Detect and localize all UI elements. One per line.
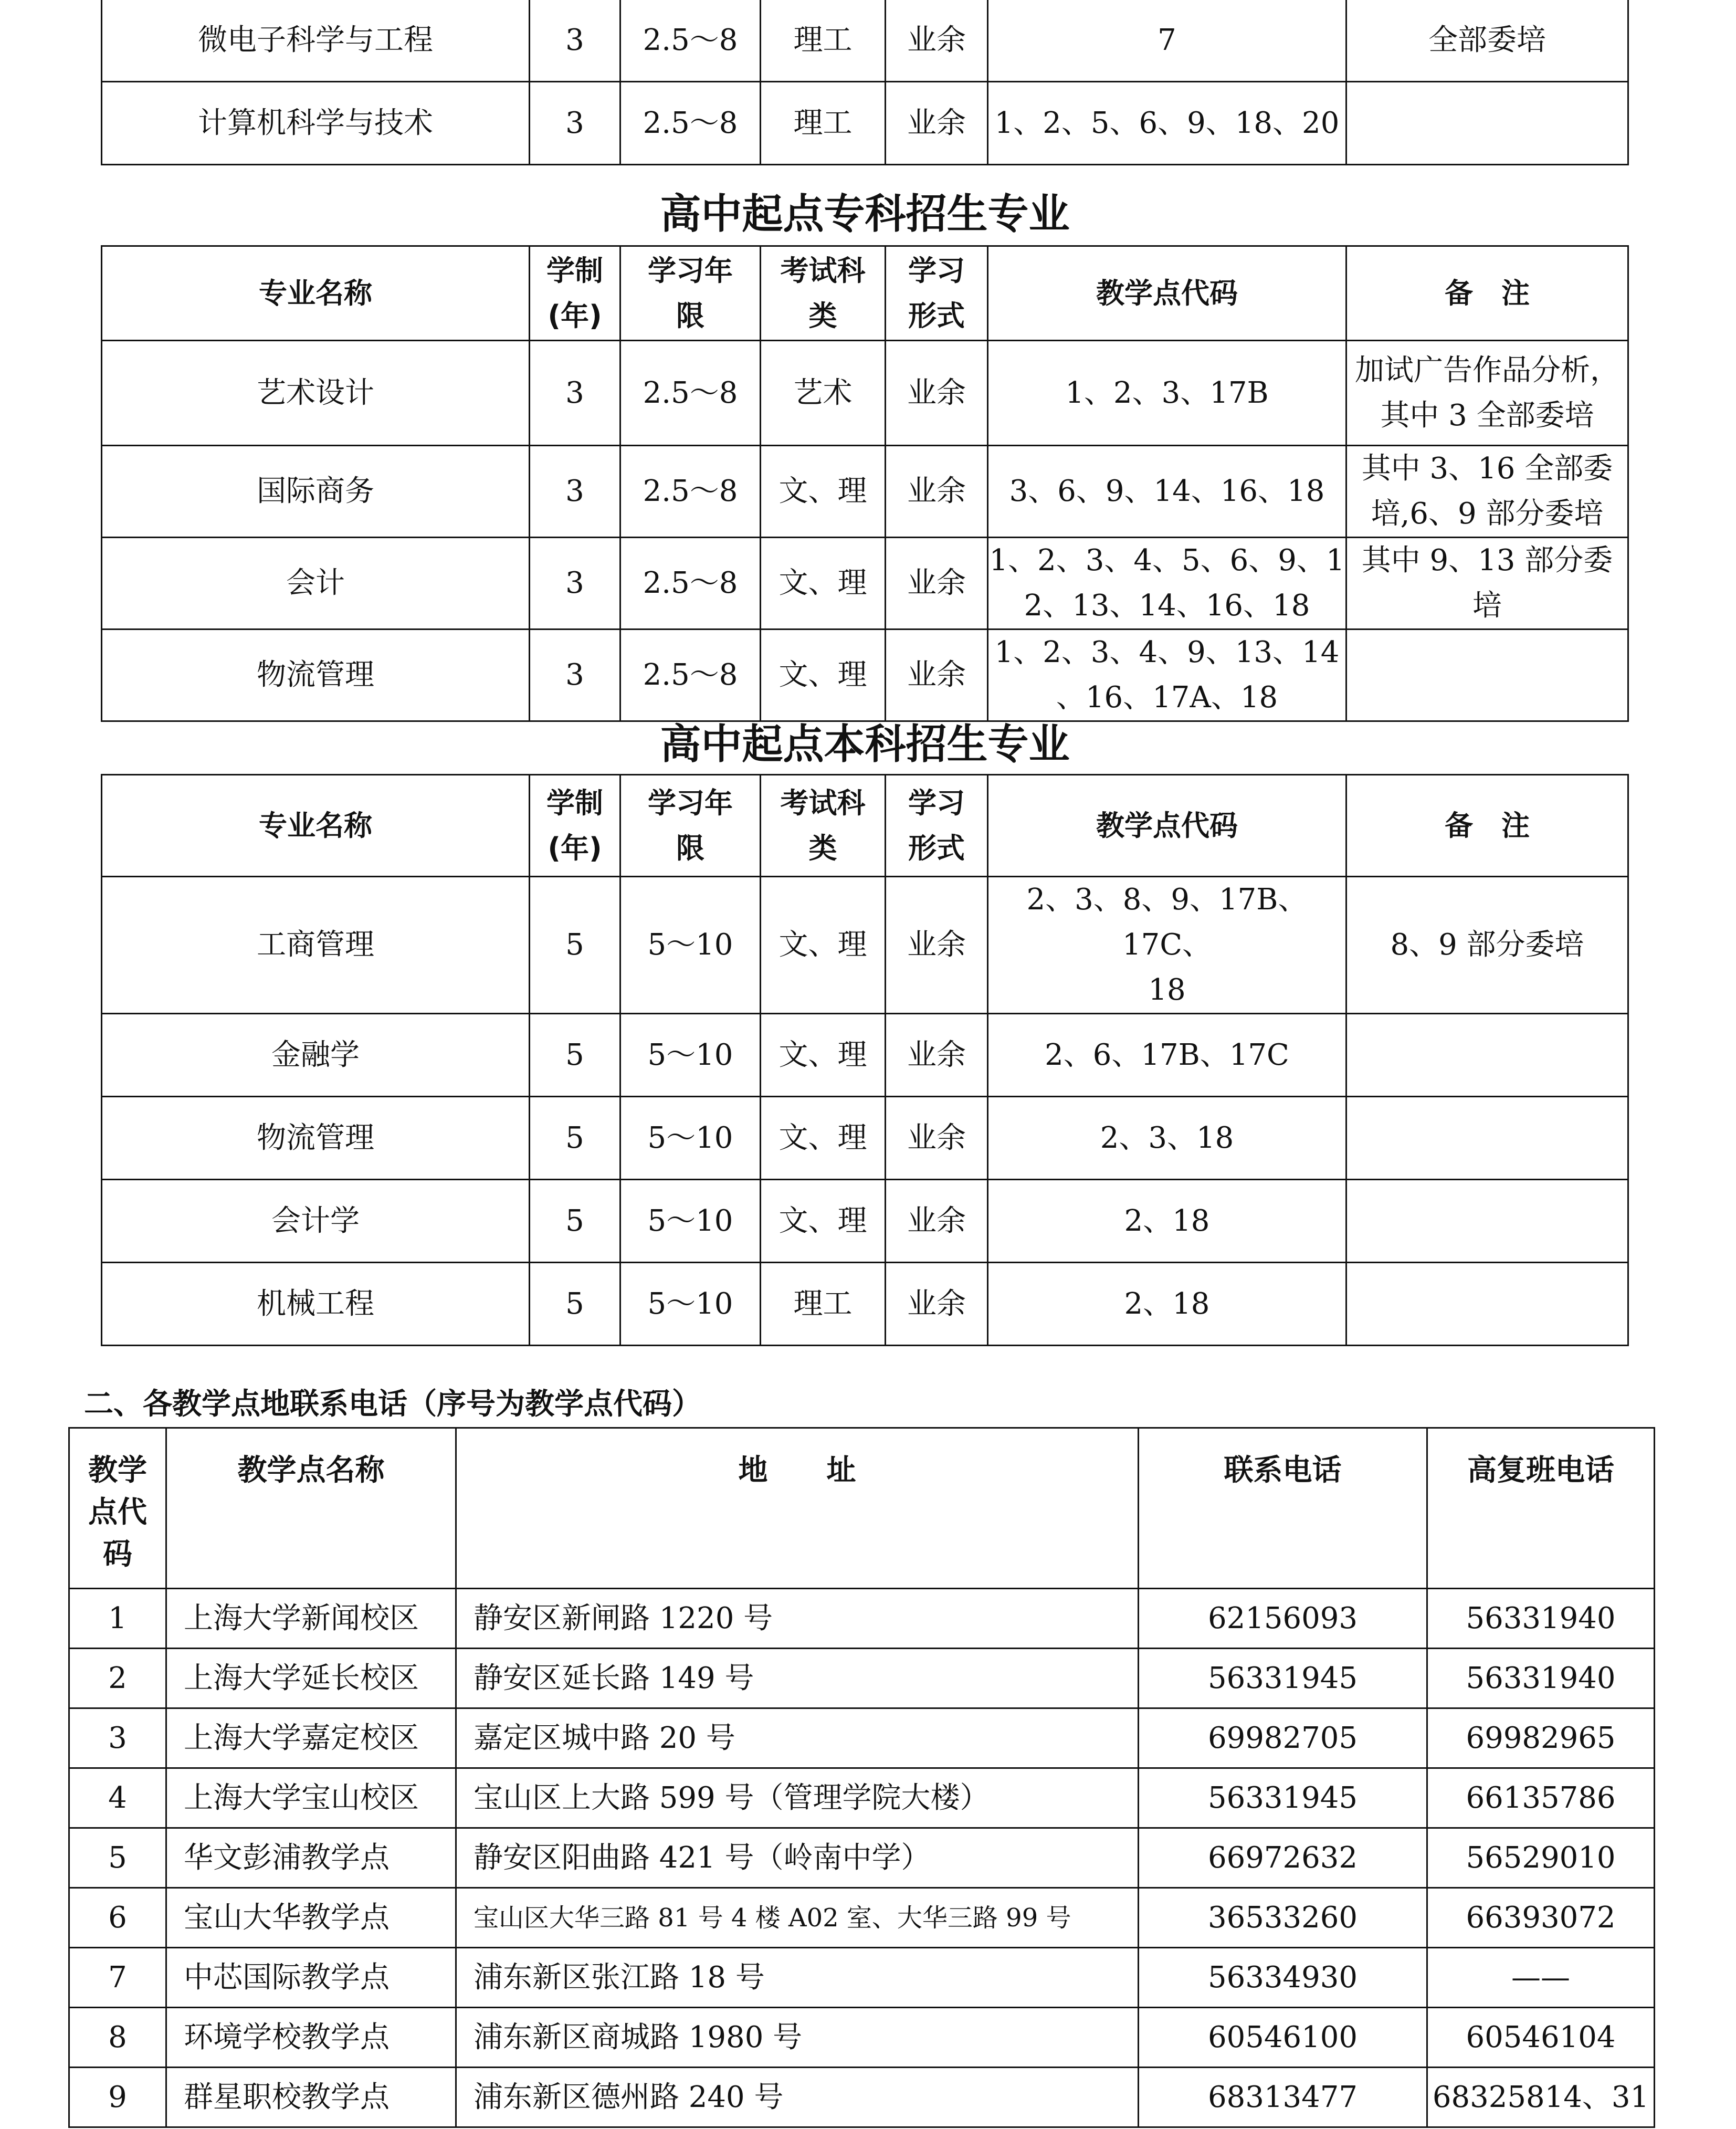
exam-category: 文、理 — [761, 538, 886, 630]
study-mode: 业余 — [886, 446, 988, 538]
major-name: 物流管理 — [102, 1097, 530, 1180]
site-name: 上海大学嘉定校区 — [166, 1708, 456, 1768]
site-address: 宝山区大华三路 81 号 4 楼 A02 室、大华三路 99 号 — [456, 1888, 1139, 1948]
table-row — [102, 1263, 1628, 1346]
study-term: 2.5～8 — [620, 446, 761, 538]
exam-category: 理工 — [761, 82, 886, 165]
major-name: 会计学 — [102, 1180, 530, 1263]
study-mode: 业余 — [886, 630, 988, 721]
site-phone: 36533260 — [1139, 1888, 1427, 1948]
site-prep-phone: 56331940 — [1427, 1589, 1655, 1649]
table-header-row — [102, 246, 1628, 341]
site-name: 上海大学新闻校区 — [166, 1589, 456, 1649]
exam-category: 文、理 — [761, 630, 886, 721]
site-prep-phone: 66393072 — [1427, 1888, 1655, 1948]
header-study-term: 学习年 限 — [620, 246, 761, 341]
header-address: 地 址 — [456, 1428, 1139, 1589]
table-header-row — [69, 1428, 1655, 1589]
header-major-name: 专业名称 — [102, 775, 530, 877]
site-address: 静安区阳曲路 421 号（岭南中学） — [456, 1828, 1139, 1888]
site-code: 7 — [69, 1948, 166, 2008]
duration-years: 3 — [530, 82, 620, 165]
major-name: 工商管理 — [102, 877, 530, 1014]
major-name: 计算机科学与技术 — [102, 82, 530, 165]
site-address: 浦东新区张江路 18 号 — [456, 1948, 1139, 2008]
exam-category: 文、理 — [761, 1014, 886, 1097]
remarks — [1346, 1180, 1628, 1263]
site-address: 宝山区上大路 599 号（管理学院大楼） — [456, 1768, 1139, 1828]
study-mode: 业余 — [886, 1263, 988, 1346]
major-name: 金融学 — [102, 1014, 530, 1097]
table-row — [69, 1768, 1655, 1828]
header-prep-phone: 高复班电话 — [1427, 1428, 1655, 1589]
top-program-table — [101, 0, 1629, 165]
site-phone: 69982705 — [1139, 1708, 1427, 1768]
header-remarks: 备 注 — [1346, 246, 1628, 341]
duration-years: 3 — [530, 0, 620, 82]
site-phone: 60546100 — [1139, 2008, 1427, 2068]
contacts-table — [68, 1427, 1655, 2128]
site-codes: 1、2、3、4、5、6、9、1 2、13、14、16、18 — [988, 538, 1346, 630]
site-codes: 2、6、17B、17C — [988, 1014, 1346, 1097]
site-codes: 1、2、3、4、9、13、14 、16、17A、18 — [988, 630, 1346, 721]
site-name: 中芯国际教学点 — [166, 1948, 456, 2008]
duration-years: 5 — [530, 877, 620, 1014]
zhuanke-program-table — [101, 245, 1629, 722]
major-name: 微电子科学与工程 — [102, 0, 530, 82]
study-term: 5～10 — [620, 1180, 761, 1263]
site-prep-phone: 56331940 — [1427, 1649, 1655, 1708]
site-codes: 2、18 — [988, 1180, 1346, 1263]
section-title-benke: 高中起点本科招生专业 — [660, 721, 1070, 768]
header-site-codes: 教学点代码 — [988, 246, 1346, 341]
header-site-code: 教学 点代 码 — [69, 1428, 166, 1589]
table-row — [102, 446, 1628, 538]
table-row — [69, 1828, 1655, 1888]
study-term: 5～10 — [620, 1097, 761, 1180]
site-name: 上海大学延长校区 — [166, 1649, 456, 1708]
site-phone: 62156093 — [1139, 1589, 1427, 1649]
major-name: 机械工程 — [102, 1263, 530, 1346]
site-code: 4 — [69, 1768, 166, 1828]
study-term: 2.5～8 — [620, 82, 761, 165]
study-mode: 业余 — [886, 538, 988, 630]
remarks — [1346, 630, 1628, 721]
remarks: 8、9 部分委培 — [1346, 877, 1628, 1014]
site-name: 环境学校教学点 — [166, 2008, 456, 2068]
remarks: 其中 3、16 全部委 培,6、9 部分委培 — [1346, 446, 1628, 538]
site-code: 6 — [69, 1888, 166, 1948]
site-address: 浦东新区德州路 240 号 — [456, 2068, 1139, 2127]
site-code: 3 — [69, 1708, 166, 1768]
study-term: 2.5～8 — [620, 538, 761, 630]
duration-years: 5 — [530, 1180, 620, 1263]
site-prep-phone: 56529010 — [1427, 1828, 1655, 1888]
contacts-section-title: 二、各教学点地联系电话（序号为教学点代码） — [84, 1387, 701, 1421]
header-study-mode: 学习 形式 — [886, 246, 988, 341]
study-mode: 业余 — [886, 877, 988, 1014]
exam-category: 文、理 — [761, 1180, 886, 1263]
exam-category: 艺术 — [761, 341, 886, 446]
remarks — [1346, 82, 1628, 165]
study-mode: 业余 — [886, 341, 988, 446]
study-mode: 业余 — [886, 1097, 988, 1180]
header-exam-category: 考试科 类 — [761, 775, 886, 877]
site-phone: 56334930 — [1139, 1948, 1427, 2008]
exam-category: 理工 — [761, 1263, 886, 1346]
duration-years: 3 — [530, 341, 620, 446]
major-name: 国际商务 — [102, 446, 530, 538]
header-major-name: 专业名称 — [102, 246, 530, 341]
duration-years: 5 — [530, 1014, 620, 1097]
header-site-name: 教学点名称 — [166, 1428, 456, 1589]
site-name: 群星职校教学点 — [166, 2068, 456, 2127]
benke-program-table — [101, 774, 1629, 1346]
remarks — [1346, 1014, 1628, 1097]
site-codes: 7 — [988, 0, 1346, 82]
site-name: 华文彭浦教学点 — [166, 1828, 456, 1888]
header-duration: 学制 (年) — [530, 246, 620, 341]
major-name: 艺术设计 — [102, 341, 530, 446]
remarks: 加试广告作品分析， 其中 3 全部委培 — [1346, 341, 1628, 446]
exam-category: 文、理 — [761, 877, 886, 1014]
header-exam-category: 考试科 类 — [761, 246, 886, 341]
site-phone: 56331945 — [1139, 1649, 1427, 1708]
table-row — [69, 2068, 1655, 2127]
table-row — [102, 1180, 1628, 1263]
study-term: 2.5～8 — [620, 341, 761, 446]
table-row — [102, 0, 1628, 82]
site-address: 静安区延长路 149 号 — [456, 1649, 1139, 1708]
header-site-codes: 教学点代码 — [988, 775, 1346, 877]
study-term: 5～10 — [620, 1014, 761, 1097]
table-row — [69, 1708, 1655, 1768]
table-row — [69, 2008, 1655, 2068]
remarks — [1346, 1263, 1628, 1346]
site-codes: 1、2、3、17B — [988, 341, 1346, 446]
table-row — [69, 1888, 1655, 1948]
exam-category: 文、理 — [761, 1097, 886, 1180]
site-code: 9 — [69, 2068, 166, 2127]
header-phone: 联系电话 — [1139, 1428, 1427, 1589]
study-mode: 业余 — [886, 0, 988, 82]
site-address: 静安区新闸路 1220 号 — [456, 1589, 1139, 1649]
remarks — [1346, 1097, 1628, 1180]
table-row — [69, 1649, 1655, 1708]
table-row — [102, 538, 1628, 630]
site-prep-phone: 68325814、31 — [1427, 2068, 1655, 2127]
site-phone: 66972632 — [1139, 1828, 1427, 1888]
header-study-mode: 学习 形式 — [886, 775, 988, 877]
study-term: 5～10 — [620, 877, 761, 1014]
header-duration: 学制 (年) — [530, 775, 620, 877]
site-phone: 56331945 — [1139, 1768, 1427, 1828]
duration-years: 3 — [530, 446, 620, 538]
table-row — [69, 1948, 1655, 2008]
site-prep-phone: 60546104 — [1427, 2008, 1655, 2068]
table-row — [102, 877, 1628, 1014]
study-mode: 业余 — [886, 1014, 988, 1097]
major-name: 物流管理 — [102, 630, 530, 721]
table-row — [102, 1014, 1628, 1097]
header-study-term: 学习年 限 — [620, 775, 761, 877]
site-prep-phone: 69982965 — [1427, 1708, 1655, 1768]
site-prep-phone: —— — [1427, 1948, 1655, 2008]
site-address: 嘉定区城中路 20 号 — [456, 1708, 1139, 1768]
site-code: 8 — [69, 2008, 166, 2068]
table-row — [102, 1097, 1628, 1180]
duration-years: 3 — [530, 538, 620, 630]
study-mode: 业余 — [886, 1180, 988, 1263]
site-address: 浦东新区商城路 1980 号 — [456, 2008, 1139, 2068]
site-codes: 2、3、18 — [988, 1097, 1346, 1180]
header-remarks: 备 注 — [1346, 775, 1628, 877]
site-name: 上海大学宝山校区 — [166, 1768, 456, 1828]
table-row — [69, 1589, 1655, 1649]
site-code: 5 — [69, 1828, 166, 1888]
duration-years: 5 — [530, 1263, 620, 1346]
section-title-zhuanke: 高中起点专科招生专业 — [660, 191, 1070, 238]
site-codes: 2、18 — [988, 1263, 1346, 1346]
table-row — [102, 341, 1628, 446]
study-mode: 业余 — [886, 82, 988, 165]
study-term: 2.5～8 — [620, 630, 761, 721]
site-name: 宝山大华教学点 — [166, 1888, 456, 1948]
site-phone: 68313477 — [1139, 2068, 1427, 2127]
site-codes: 2、3、8、9、17B、17C、 18 — [988, 877, 1346, 1014]
major-name: 会计 — [102, 538, 530, 630]
site-codes: 1、2、5、6、9、18、20 — [988, 82, 1346, 165]
table-header-row — [102, 775, 1628, 877]
remarks: 其中 9、13 部分委 培 — [1346, 538, 1628, 630]
table-row — [102, 82, 1628, 165]
exam-category: 文、理 — [761, 446, 886, 538]
duration-years: 5 — [530, 1097, 620, 1180]
duration-years: 3 — [530, 630, 620, 721]
remarks: 全部委培 — [1346, 0, 1628, 82]
site-prep-phone: 66135786 — [1427, 1768, 1655, 1828]
site-code: 2 — [69, 1649, 166, 1708]
exam-category: 理工 — [761, 0, 886, 82]
site-code: 1 — [69, 1589, 166, 1649]
study-term: 2.5～8 — [620, 0, 761, 82]
site-codes: 3、6、9、14、16、18 — [988, 446, 1346, 538]
study-term: 5～10 — [620, 1263, 761, 1346]
table-row — [102, 630, 1628, 721]
